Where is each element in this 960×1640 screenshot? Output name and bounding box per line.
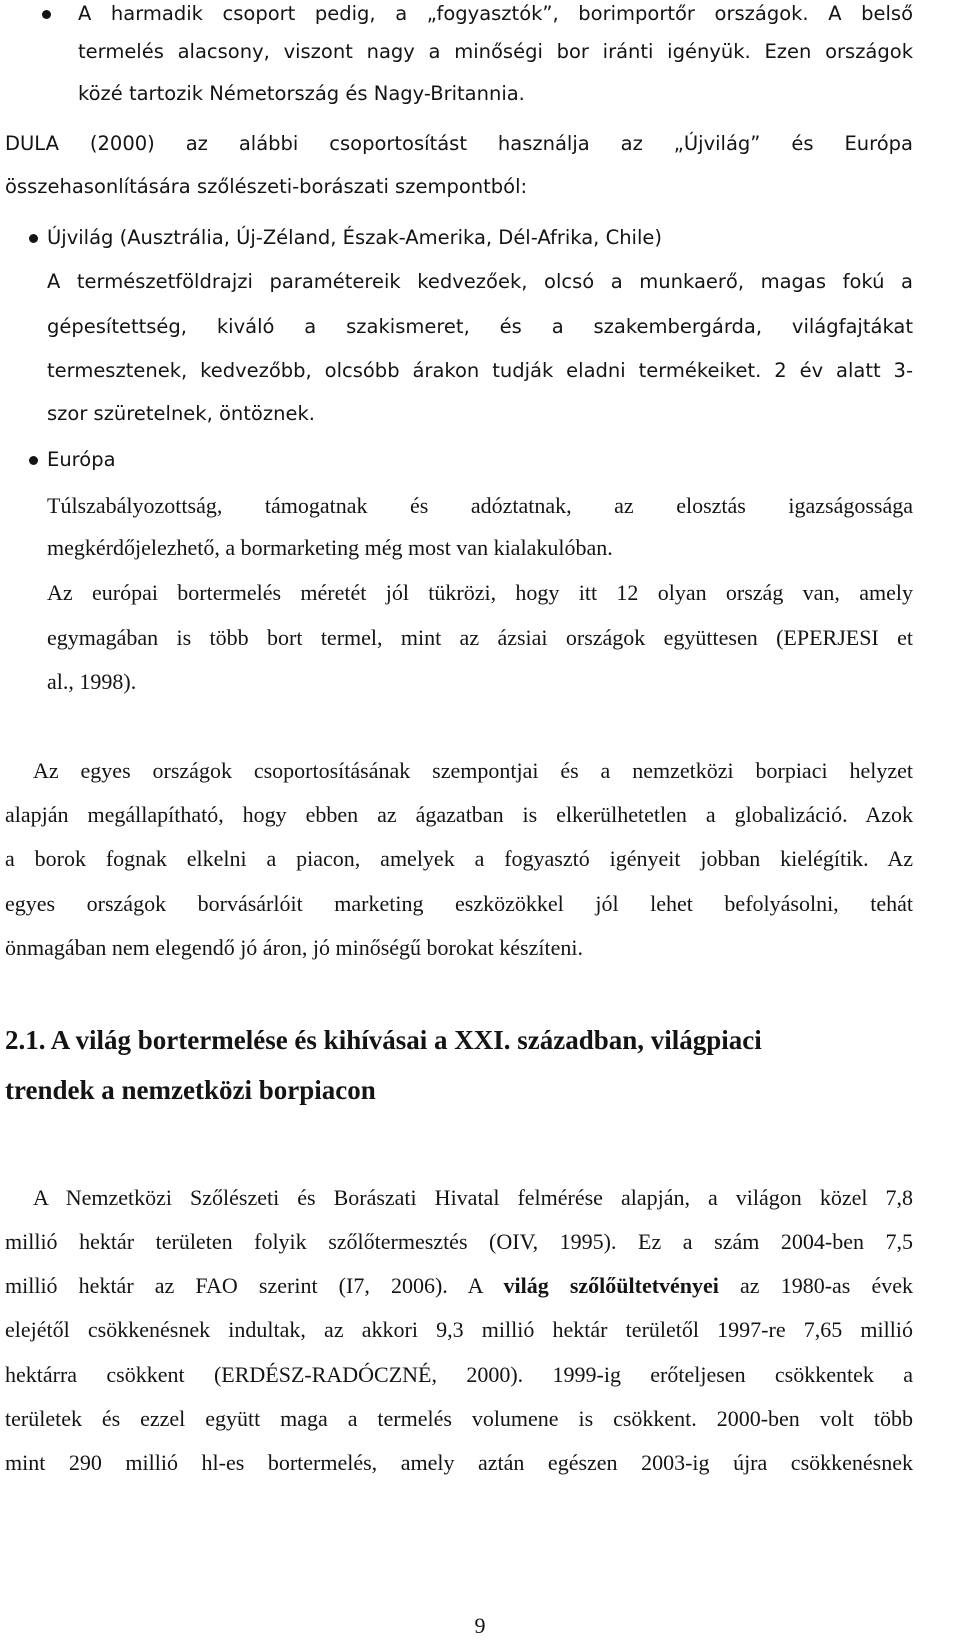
text-line: A Nemzetközi Szőlészeti és Borászati Hivatal felmérése alapján, a világon közel 7,8 — [33, 1185, 913, 1210]
list-item-title: Európa — [47, 448, 116, 471]
text-run: az 1980-as évek — [718, 1273, 913, 1298]
bullet-icon — [29, 456, 38, 465]
text-line: egyes országok borvásárlóit marketing eszközökkel jól lehet befolyásolni, tehát — [5, 891, 913, 916]
text-line: közé tartozik Németország és Nagy-Britannia. — [78, 82, 525, 105]
page-number: 9 — [474, 1613, 486, 1638]
text-line: Túlszabályozottság, támogatnak és adóztatnak, az elosztás igazságossága — [47, 493, 913, 518]
text-line — [5, 1272, 913, 1300]
text-line: területek és ezzel együtt maga a termelés volumene is csökkent. 2000-ben volt több — [5, 1406, 913, 1431]
text-line: gépesítettség, kiváló a szakismeret, és a szakembergárda, világfajtákat — [47, 315, 913, 338]
text-line: termesztenek, kedvezőbb, olcsóbb árakon tudják eladni termékeiket. 2 év alatt 3- — [47, 359, 913, 382]
text-line: mint 290 millió hl-es bortermelés, amely aztán egészen 2003-ig újra csökkenésnek — [5, 1450, 913, 1475]
text-line: önmagában nem elegendő jó áron, jó minőségű borokat készíteni. — [5, 935, 583, 960]
bullet-icon — [29, 234, 38, 243]
text-line: elejétől csökkenésnek indultak, az akkori 9,3 millió hektár területől 1997-re 7,65 millió — [5, 1317, 913, 1342]
text-line: egymagában is több bort termel, mint az ázsiai országok együttesen (EPERJESI et — [47, 625, 913, 650]
bold-term: világ szőlőültetvényei — [503, 1273, 719, 1298]
text-line: termelés alacsony, viszont nagy a minőségi bor iránti igényük. Ezen országok — [78, 40, 913, 63]
text-line: DULA (2000) az alábbi csoportosítást használja az „Újvilág” és Európa — [5, 132, 913, 155]
bullet-icon — [42, 10, 51, 19]
text-line: alapján megállapítható, hogy ebben az ágazatban is elkerülhetetlen a globalizáció. Azok — [5, 802, 913, 827]
list-item-title: Újvilág (Ausztrália, Új-Zéland, Észak-Amerika, Dél-Afrika, Chile) — [47, 226, 662, 249]
text-line: összehasonlítására szőlészeti-borászati szempontból: — [5, 175, 528, 198]
text-line: A harmadik csoport pedig, a „fogyasztók”, borimportőr országok. A belső — [78, 2, 913, 25]
text-line: A természetföldrajzi paramétereik kedvezőek, olcsó a munkaerő, magas fokú a — [47, 270, 913, 293]
text-line: Az európai bortermelés méretét jól tükrözi, hogy itt 12 olyan ország van, amely — [47, 580, 913, 605]
text-line: megkérdőjelezhető, a bormarketing még most van kialakulóban. — [47, 535, 613, 560]
text-line: al., 1998). — [47, 669, 137, 694]
text-line: hektárra csökkent (ERDÉSZ-RADÓCZNÉ, 2000). 1999-ig erőteljesen csökkentek a — [5, 1362, 913, 1387]
section-heading: trendek a nemzetközi borpiacon — [5, 1075, 376, 1105]
text-line: a borok fognak elkelni a piacon, amelyek a fogyasztó igényeit jobban kielégítik. Az — [5, 846, 913, 871]
section-heading: 2.1. A világ bortermelése és kihívásai a XXI. században, világpiaci — [5, 1025, 762, 1055]
text-line: millió hektár területen folyik szőlőtermesztés (OIV, 1995). Ez a szám 2004-ben 7,5 — [5, 1229, 913, 1254]
text-line: Az egyes országok csoportosításának szempontjai és a nemzetközi borpiaci helyzet — [33, 758, 913, 783]
text-run: millió hektár az FAO szerint (I7, 2006). A — [5, 1273, 504, 1298]
text-line: szor szüretelnek, öntöznek. — [47, 402, 315, 425]
